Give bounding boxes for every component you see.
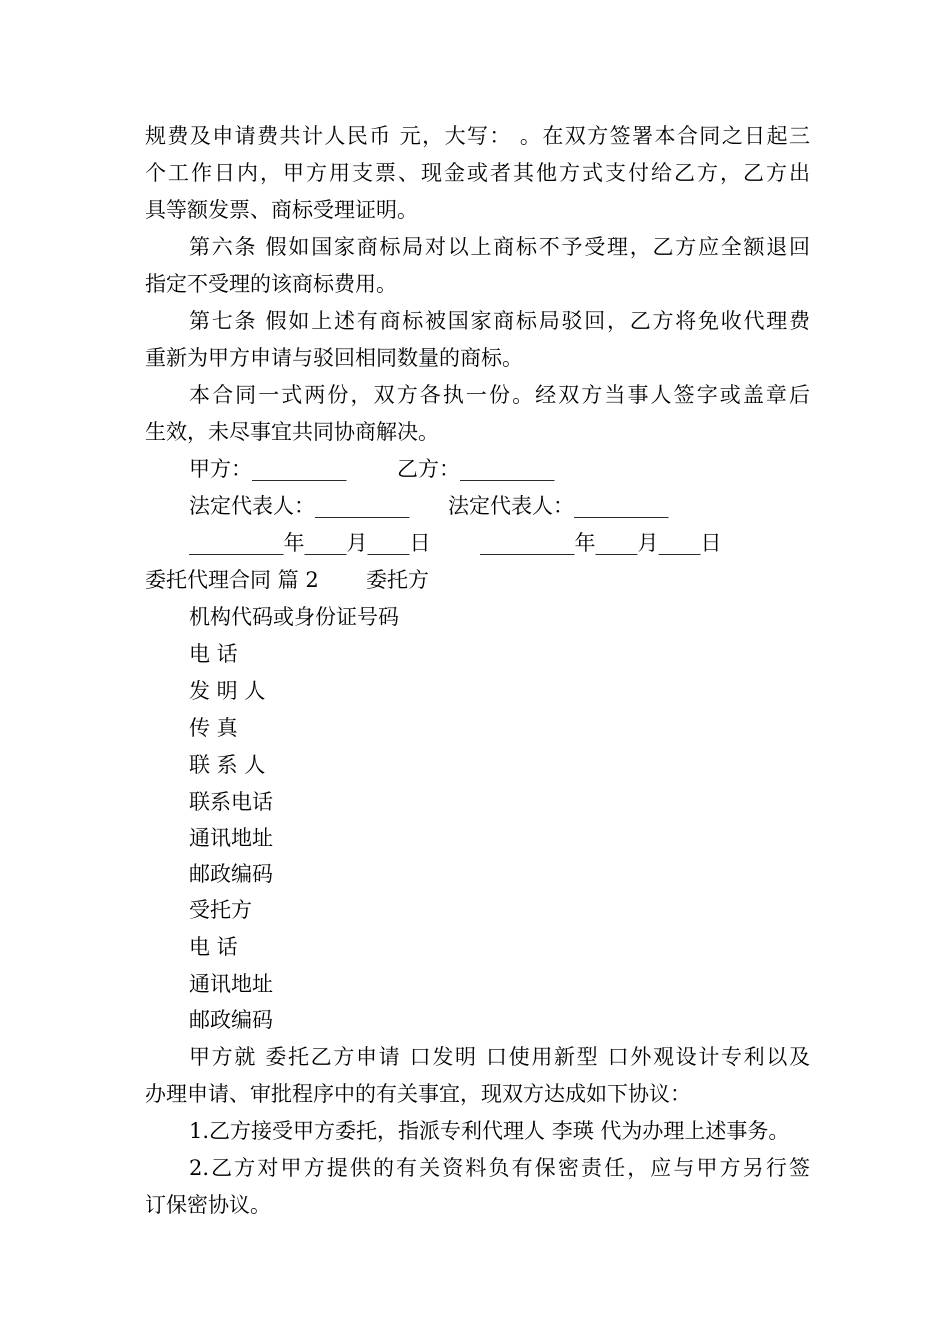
paragraph-line: 本合同一式两份，双方各执一份。经双方当事人签字或盖章后	[189, 383, 810, 407]
party-b-representative: 法定代表人：_________	[448, 494, 669, 518]
party-b-date: _________年____月____日	[480, 531, 722, 555]
party-a-representative: 法定代表人：_________	[189, 494, 410, 518]
principal-label: 委托方	[366, 568, 429, 592]
field-label: 联 系 人	[189, 753, 266, 777]
paragraph-line: 1.乙方接受甲方委托，指派专利代理人 李瑛 代为办理上述事务。	[189, 1119, 790, 1143]
section-title: 委托代理合同 篇 2	[145, 568, 319, 592]
field-label: 邮政编码	[189, 862, 273, 886]
field-label: 电 话	[189, 935, 238, 959]
field-label: 通讯地址	[189, 826, 273, 850]
signature-row-representatives	[189, 491, 810, 521]
paragraph-line: 规费及申请费共计人民币 元，大写： 。在双方签署本合同之日起三	[145, 124, 810, 148]
signature-row-parties	[189, 454, 810, 484]
paragraph-line: 重新为甲方申请与驳回相同数量的商标。	[145, 346, 523, 370]
party-a-signature: 甲方：_________	[189, 457, 347, 481]
signature-row-dates	[189, 528, 810, 558]
paragraph-line: 个工作日内，甲方用支票、现金或者其他方式支付给乙方，乙方出	[145, 161, 810, 185]
party-b-signature: 乙方：_________	[397, 457, 555, 481]
field-label: 通讯地址	[189, 972, 273, 996]
paragraph-line: 指定不受理的该商标费用。	[145, 272, 397, 296]
field-label: 邮政编码	[189, 1008, 273, 1032]
field-label: 联系电话	[189, 790, 273, 814]
party-a-date: _________年____月____日	[189, 531, 431, 555]
paragraph-line: 办理申请、审批程序中的有关事宜，现双方达成如下协议：	[145, 1082, 691, 1106]
paragraph-line: 订保密协议。	[145, 1193, 271, 1217]
field-label: 电 话	[189, 642, 238, 666]
paragraph-line: 甲方就 委托乙方申请 口发明 口使用新型 口外观设计专利以及	[189, 1045, 810, 1069]
field-label: 传 真	[189, 716, 238, 740]
section-heading	[145, 565, 810, 595]
field-label: 受托方	[189, 898, 252, 922]
paragraph-line: 第六条 假如国家商标局对以上商标不予受理，乙方应全额退回	[189, 235, 810, 259]
field-label: 机构代码或身份证号码	[189, 605, 399, 629]
field-label: 发 明 人	[189, 679, 266, 703]
paragraph-line: 具等额发票、商标受理证明。	[145, 198, 418, 222]
paragraph-line: 2.乙方对甲方提供的有关资料负有保密责任，应与甲方另行签	[189, 1156, 810, 1180]
paragraph-line: 生效，未尽事宜共同协商解决。	[145, 420, 439, 444]
paragraph-line: 第七条 假如上述有商标被国家商标局驳回，乙方将免收代理费	[189, 309, 810, 333]
